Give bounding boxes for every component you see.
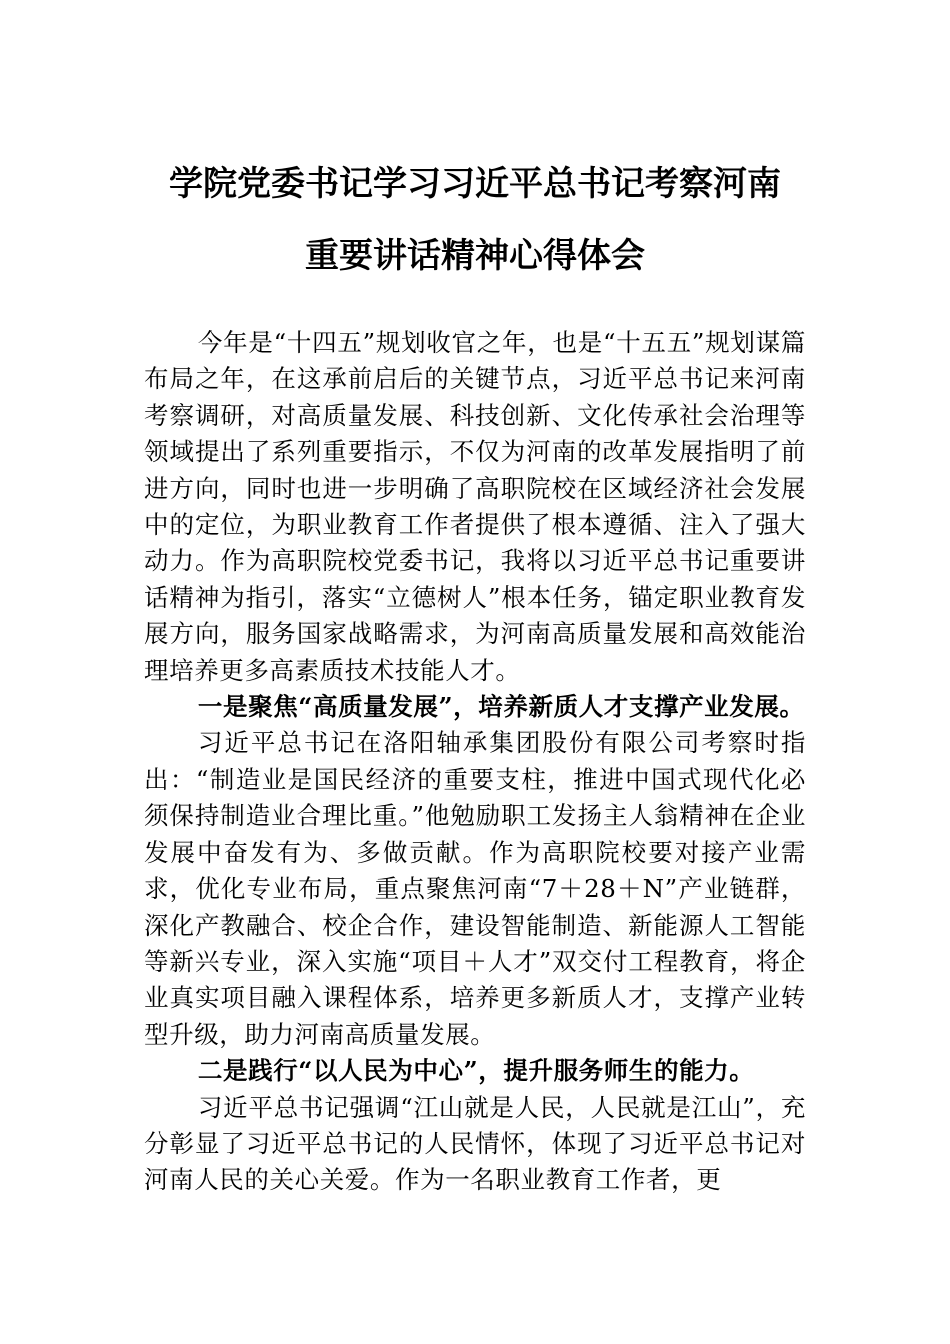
section-paragraph-1: 习近平总书记在洛阳轴承集团股份有限公司考察时指出：“制造业是国民经济的重要支柱，推进中国式现代化必须保持制造业合理比重。”他勉励职工发扬主人翁精神在企业发展中奋发有为、多做贡献。作为高职院校要对接产业需求，优化专业布局，重点聚焦河南“7＋28＋N”产业链群，深化产教融合、校企合作，建设智能制造、新能源人工智能等新兴专业，深入实施“项目＋人才”双交付工程教育，将企业真实项目融入课程体系，培养更多新质人才，支撑产业转型升级，助力河南高质量发展。	[144, 728, 806, 1049]
document-body	[144, 325, 806, 1199]
document-title-line-1: 学院党委书记学习习近平总书记考察河南	[169, 164, 781, 204]
section-paragraph-2: 习近平总书记强调“江山就是人民，人民就是江山”，充分彰显了习近平总书记的人民情怀，体现了习近平总书记对河南人民的关心关爱。作为一名职业教育工作者，更	[144, 1092, 806, 1195]
section-heading-1: 一是聚焦“高质量发展”，培养新质人才支撑产业发展。	[197, 692, 805, 722]
intro-paragraph: 今年是“十四五”规划收官之年，也是“十五五”规划谋篇布局之年，在这承前启后的关键节点，习近平总书记来河南考察调研，对高质量发展、科技创新、文化传承社会治理等领域提出了系列重要指示，不仅为河南的改革发展指明了前进方向，同时也进一步明确了高职院校在区域经济社会发展中的定位，为职业教育工作者提供了根本遵循、注入了强大动力。作为高职院校党委书记，我将以习近平总书记重要讲话精神为指引，落实“立德树人”根本任务，锚定职业教育发展方向，服务国家战略需求，为河南高质量发展和高效能治理培养更多高素质技术技能人才。	[144, 328, 806, 685]
section-heading-2: 二是践行“以人民为中心”，提升服务师生的能力。	[197, 1056, 755, 1086]
document-title-line-2: 重要讲话精神心得体会	[305, 236, 645, 276]
